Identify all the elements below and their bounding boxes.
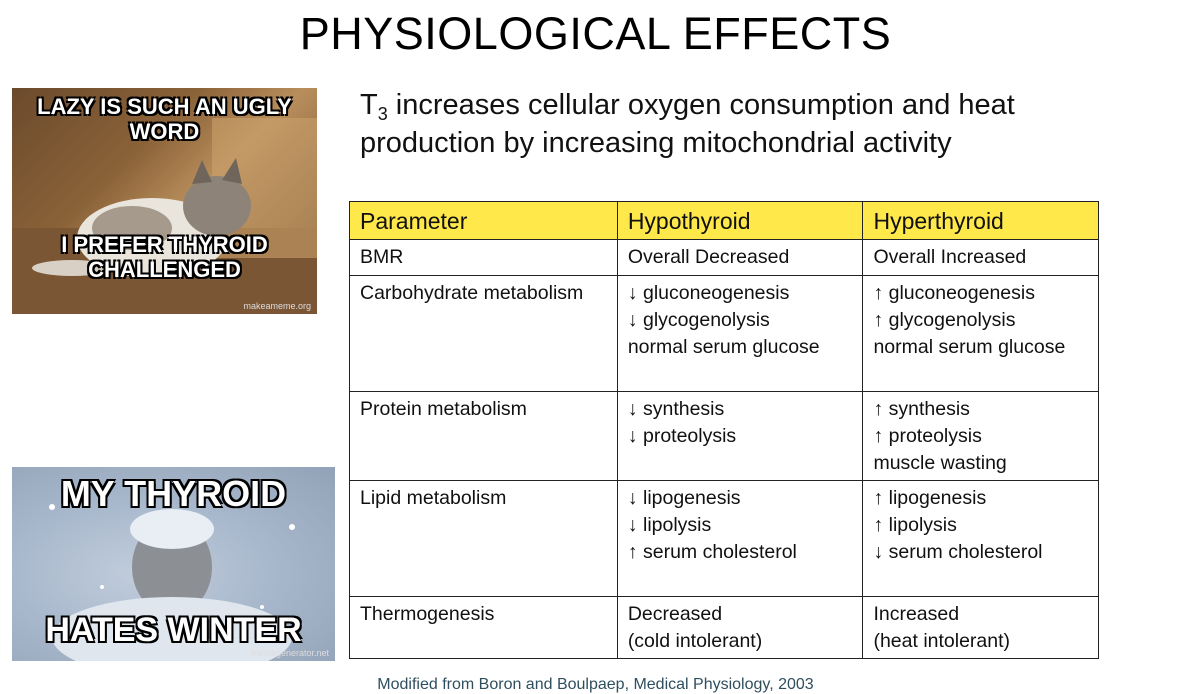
subtitle-prefix: T [360,89,378,121]
table-row [350,276,1099,392]
row-hyper: Overall Increased [863,240,1099,276]
row-hypo: Overall Decreased [617,240,863,276]
meme-image-lazy-cat [12,88,317,314]
source-caption: Modified from Boron and Boulpaep, Medical Physiology, 2003 [377,676,814,693]
header-parameter: Parameter [350,202,618,240]
row-hyper: ↑ synthesis ↑ proteolysis muscle wasting [863,392,1099,481]
row-hypo: ↓ gluconeogenesis ↓ glycogenolysis normal serum glucose [617,276,863,392]
row-param: Protein metabolism [350,392,618,481]
row-param: BMR [350,240,618,276]
meme-bottom-text: HATES WINTER [45,611,302,649]
meme-image-frozen-man [12,467,335,661]
meme-top-text: MY THYROID [60,473,287,514]
row-hyper: Increased (heat intolerant) [863,597,1099,659]
row-hypo: ↓ lipogenesis ↓ lipolysis ↑ serum cholesterol [617,481,863,597]
table-header-row [350,202,1099,240]
table-row [350,481,1099,597]
row-hyper: ↑ gluconeogenesis ↑ glycogenolysis normal serum glucose [863,276,1099,392]
table-row [350,392,1099,481]
row-param: Lipid metabolism [350,481,618,597]
row-param: Thermogenesis [350,597,618,659]
meme-top-text: LAZY IS SUCH AN UGLY WORD [37,94,292,145]
row-param: Carbohydrate metabolism [350,276,618,392]
table-row [350,597,1099,659]
slide-subtitle [360,86,1120,162]
thyroid-effects-table [349,201,1099,659]
row-hyper: ↑ lipogenesis ↑ lipolysis ↓ serum cholesterol [863,481,1099,597]
row-hypo: Decreased (cold intolerant) [617,597,863,659]
table-row [350,240,1099,276]
row-hypo: ↓ synthesis ↓ proteolysis [617,392,863,481]
header-hypothyroid: Hypothyroid [617,202,863,240]
subtitle-text: increases cellular oxygen consumption and heat production by increasing mitochondrial activity [360,89,1015,159]
header-hyperthyroid: Hyperthyroid [863,202,1099,240]
meme-watermark: memegenerator.net [250,648,329,658]
meme-watermark: makeameme.org [243,301,311,311]
subtitle-subscript: 3 [377,104,388,124]
slide-title: PHYSIOLOGICAL EFFECTS [299,8,892,59]
meme-bottom-text: I PREFER THYROID CHALLENGED [61,232,268,283]
